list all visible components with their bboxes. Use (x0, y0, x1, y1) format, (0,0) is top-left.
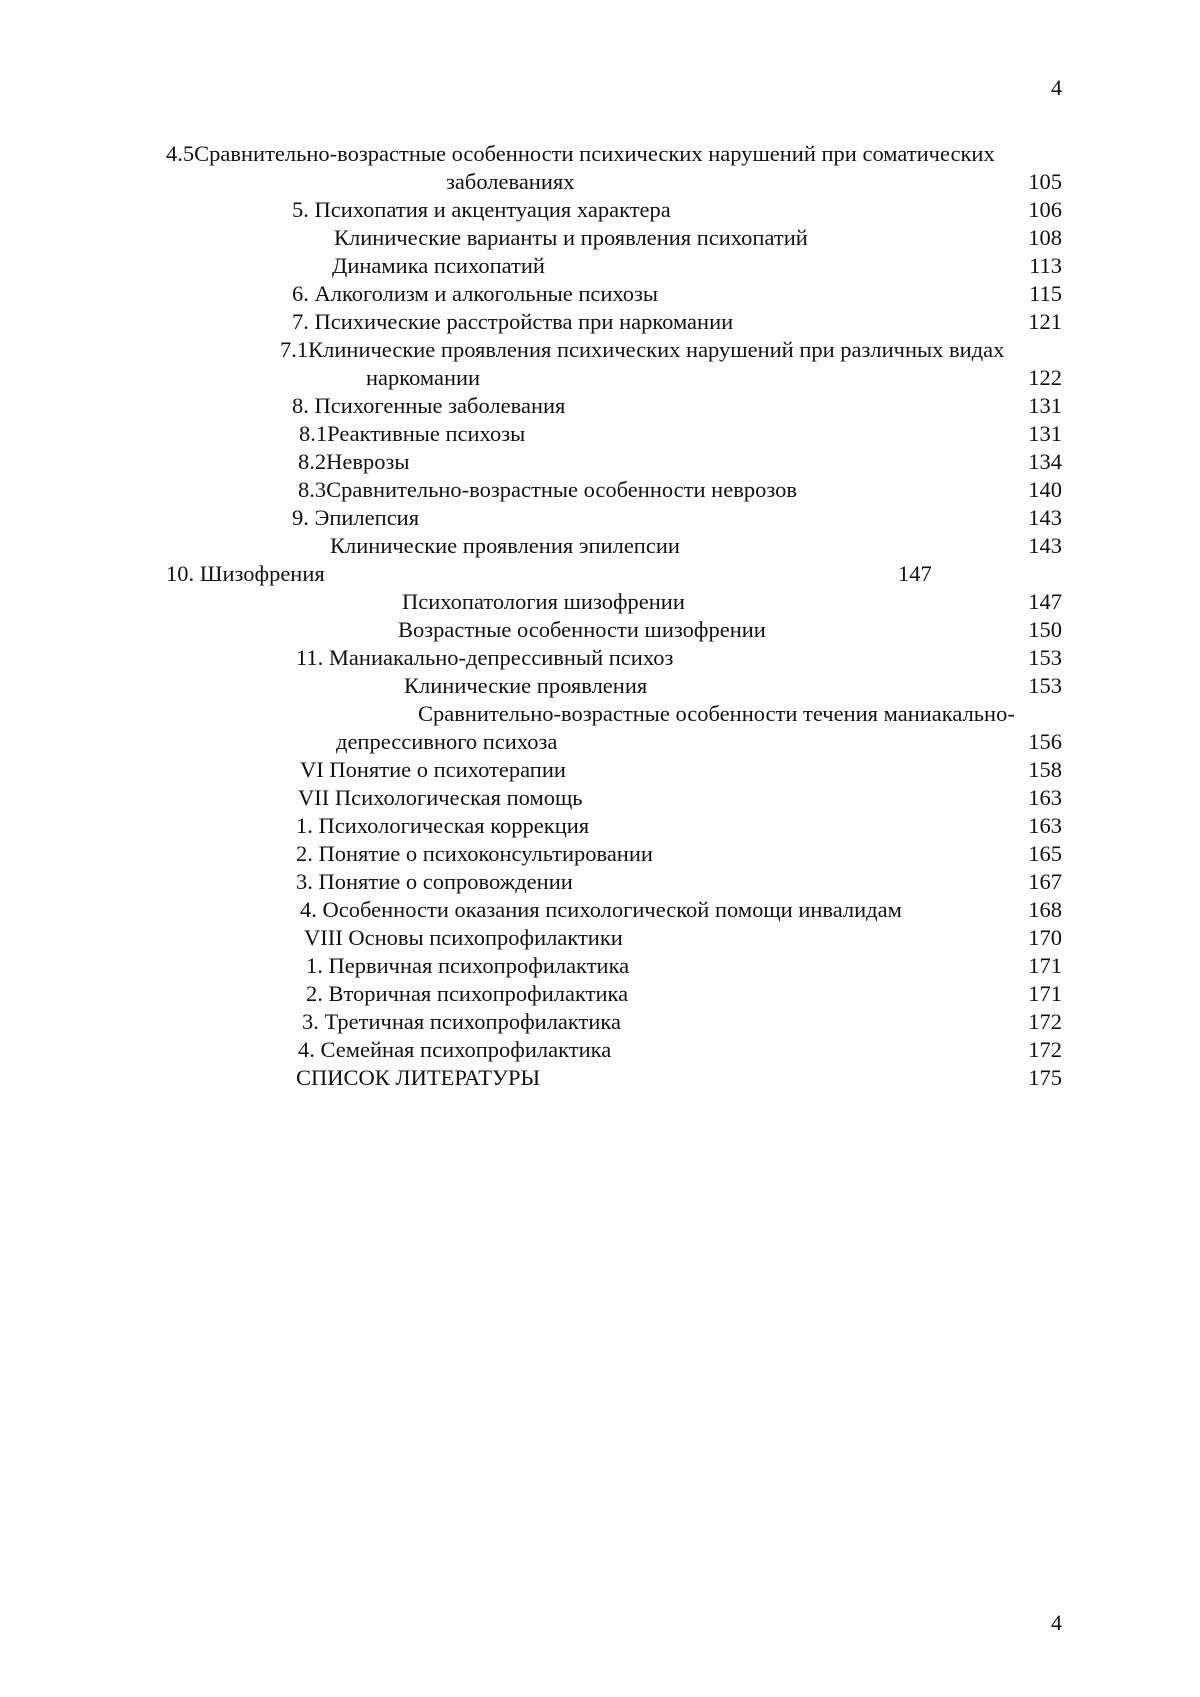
toc-entry (0, 448, 1200, 476)
page-number-bottom: 4 (1051, 1610, 1062, 1635)
toc-entry-title: Клинические проявления эпилепсии (330, 533, 680, 558)
toc-entry-title: Психопатология шизофрении (402, 589, 685, 614)
toc-entry-title: 1. Психологическая коррекция (296, 813, 590, 838)
page-number-top: 4 (1051, 75, 1062, 100)
toc-entry-title: 7. Психические расстройства при наркомании (292, 309, 734, 334)
toc-entry (0, 728, 1200, 756)
toc-entry-title: 5. Психопатия и акцентуация характера (292, 197, 671, 222)
toc-entry-page: 147 (898, 561, 932, 586)
toc-entry (0, 980, 1200, 1008)
toc-entry-page: 121 (1028, 309, 1062, 334)
toc-entry (0, 812, 1200, 840)
toc-entry (0, 140, 1200, 168)
toc-entry (0, 672, 1200, 700)
toc-entry (0, 560, 1200, 588)
toc-entry (0, 168, 1200, 196)
toc-entry-title: 7.1Клинические проявления психических нарушений при различных видах (280, 337, 1005, 362)
toc-entry-page: 163 (1028, 785, 1062, 810)
toc-entry-page: 158 (1028, 757, 1062, 782)
toc-entry-page: 105 (1028, 169, 1062, 194)
toc-entry-page: 175 (1028, 1065, 1062, 1090)
toc-entry-page: 156 (1028, 729, 1062, 754)
toc-entry-page: 131 (1028, 421, 1062, 446)
toc-entry-title: 8.3Сравнительно-возрастные особенности неврозов (298, 477, 797, 502)
toc-entry-title: наркомании (366, 365, 481, 390)
toc-entry-title: Клинические варианты и проявления психопатий (334, 225, 808, 250)
toc-entry-title: 11. Маниакально-депрессивный психоз (296, 645, 674, 670)
toc-entry (0, 1036, 1200, 1064)
toc-entry-page: 140 (1028, 477, 1062, 502)
toc-entry-page: 131 (1028, 393, 1062, 418)
toc-entry (0, 868, 1200, 896)
toc-entry-title: депрессивного психоза (336, 729, 558, 754)
toc-entry-title: заболеваниях (446, 169, 575, 194)
toc-entry (0, 364, 1200, 392)
toc-entry-title: СПИСОК ЛИТЕРАТУРЫ (296, 1065, 541, 1090)
toc-entry-page: 143 (1028, 505, 1062, 530)
toc-entry-page: 150 (1028, 617, 1062, 642)
toc-entry-page: 165 (1028, 841, 1062, 866)
toc-entry (0, 616, 1200, 644)
toc-entry (0, 252, 1200, 280)
toc-entry-title: 9. Эпилепсия (292, 505, 420, 530)
toc-entry-page: 167 (1028, 869, 1062, 894)
toc-entry (0, 336, 1200, 364)
toc-entry-title: VII Психологическая помощь (298, 785, 583, 810)
toc-entry (0, 392, 1200, 420)
toc-entry (0, 840, 1200, 868)
toc-entry-title: 10. Шизофрения (166, 561, 325, 586)
toc-entry-page: 147 (1028, 589, 1062, 614)
toc-entry (0, 280, 1200, 308)
table-of-contents (0, 140, 1200, 1092)
toc-entry-title: 2. Вторичная психопрофилактика (306, 981, 629, 1006)
toc-entry-title: 8.1Реактивные психозы (299, 421, 526, 446)
toc-entry (0, 700, 1200, 728)
toc-entry (0, 308, 1200, 336)
toc-entry-title: 3. Третичная психопрофилактика (302, 1009, 621, 1034)
toc-entry-title: 8.2Неврозы (298, 449, 410, 474)
toc-entry-page: 143 (1028, 533, 1062, 558)
toc-entry-title: 4. Особенности оказания психологической помощи инвалидам (300, 897, 902, 922)
toc-entry-title: VI Понятие о психотерапии (300, 757, 566, 782)
toc-entry-page: 163 (1028, 813, 1062, 838)
toc-entry-title: Возрастные особенности шизофрении (398, 617, 766, 642)
toc-entry-page: 108 (1028, 225, 1062, 250)
toc-entry (0, 588, 1200, 616)
toc-entry-page: 171 (1028, 981, 1062, 1006)
toc-entry-page: 134 (1028, 449, 1062, 474)
toc-entry-page: 106 (1028, 197, 1062, 222)
toc-entry-page: 172 (1028, 1009, 1062, 1034)
toc-entry-page: 172 (1028, 1037, 1062, 1062)
toc-entry-page: 122 (1028, 365, 1062, 390)
toc-entry-title: Сравнительно-возрастные особенности течения маниакально- (418, 701, 1015, 726)
toc-entry (0, 196, 1200, 224)
toc-entry-page: 113 (1029, 253, 1062, 278)
toc-entry-title: 6. Алкоголизм и алкогольные психозы (292, 281, 659, 306)
toc-entry-title: Динамика психопатий (332, 253, 545, 278)
toc-entry (0, 504, 1200, 532)
toc-entry-page: 153 (1028, 645, 1062, 670)
toc-entry-page: 153 (1028, 673, 1062, 698)
toc-entry-title: 8. Психогенные заболевания (292, 393, 566, 418)
toc-entry (0, 1008, 1200, 1036)
toc-entry-title: 4. Семейная психопрофилактика (298, 1037, 612, 1062)
toc-entry (0, 420, 1200, 448)
toc-entry (0, 756, 1200, 784)
toc-entry (0, 476, 1200, 504)
toc-entry (0, 532, 1200, 560)
toc-entry-title: 1. Первичная психопрофилактика (306, 953, 630, 978)
toc-entry (0, 896, 1200, 924)
toc-entry-title: 2. Понятие о психоконсультировании (296, 841, 653, 866)
toc-entry (0, 644, 1200, 672)
toc-entry-page: 168 (1028, 897, 1062, 922)
toc-entry (0, 784, 1200, 812)
toc-entry (0, 924, 1200, 952)
toc-entry (0, 1064, 1200, 1092)
toc-entry-title: 4.5Сравнительно-возрастные особенности психических нарушений при соматических (166, 141, 995, 166)
toc-entry-page: 170 (1028, 925, 1062, 950)
toc-entry-page: 171 (1028, 953, 1062, 978)
toc-entry-page: 115 (1029, 281, 1062, 306)
toc-entry-title: 3. Понятие о сопровождении (296, 869, 573, 894)
toc-entry (0, 952, 1200, 980)
toc-entry-title: VIII Основы психопрофилактики (304, 925, 623, 950)
toc-entry (0, 224, 1200, 252)
toc-entry-title: Клинические проявления (404, 673, 648, 698)
